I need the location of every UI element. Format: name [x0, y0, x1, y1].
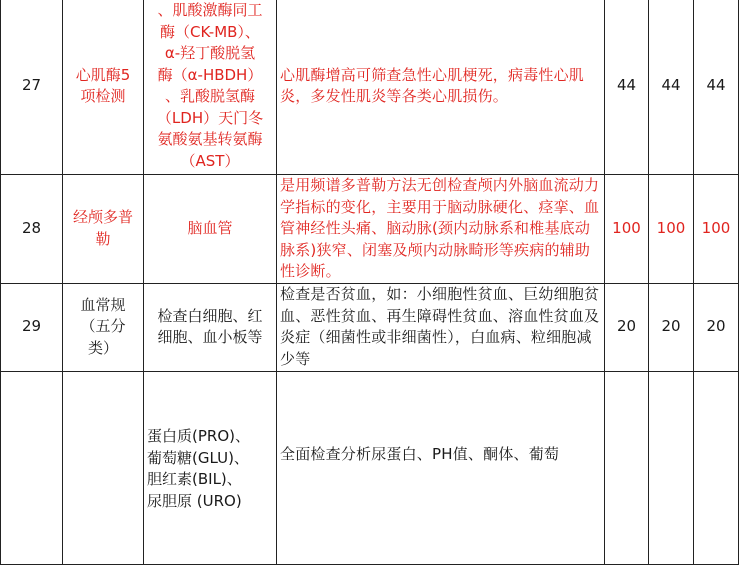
item-name-line: 心肌酶5: [75, 65, 131, 84]
item-number: 28: [1, 175, 63, 284]
item-description: 检查是否贫血，如：小细胞性贫血、巨幼细胞贫血、恶性贫血、再生障碍性贫血、溶血性贫血及炎症（细菌性或非细菌性），白血病、粒细胞减少等: [277, 283, 605, 371]
price-cell: [694, 371, 739, 564]
price-cell: 20: [649, 283, 694, 371]
table-row: [1, 371, 739, 564]
table-row: [1, 283, 739, 371]
item-contents-line: 氨酸氨基转氨酶: [157, 130, 263, 148]
item-name-line: 血常规: [80, 295, 126, 314]
table-row: [1, 175, 739, 284]
item-contents-line: α-羟丁酸脱氢: [164, 44, 256, 62]
item-name: [63, 0, 144, 175]
price-cell: [605, 371, 649, 564]
item-contents-line: 尿胆原 (URO): [147, 491, 242, 510]
item-name-line: 类）: [87, 338, 118, 357]
item-contents-line: 酶（CK-MB）、: [160, 22, 260, 41]
price-cell: 100: [694, 175, 739, 284]
item-number: 27: [1, 0, 63, 175]
item-name: [63, 371, 144, 564]
price-cell: 44: [694, 0, 739, 175]
price-cell: 100: [649, 175, 694, 284]
item-contents-line: 细胞、血小板等: [157, 328, 263, 346]
item-contents: [144, 283, 277, 371]
item-number: [1, 371, 63, 564]
item-description: 全面检查分析尿蛋白、PH值、酮体、葡萄: [277, 371, 605, 564]
item-name: [63, 283, 144, 371]
item-name-line: 经颅多普: [72, 208, 133, 227]
item-name: [63, 175, 144, 284]
item-description: 心肌酶增高可筛查急性心肌梗死，病毒性心肌炎，多发性肌炎等各类心肌损伤。: [277, 0, 605, 175]
item-name-line: 勒: [95, 229, 111, 248]
item-number: 29: [1, 283, 63, 371]
item-name-line: （五分: [80, 317, 126, 336]
price-cell: [649, 371, 694, 564]
table-row: [1, 0, 739, 175]
price-cell: 44: [649, 0, 694, 175]
item-contents: 脑血管: [144, 175, 277, 284]
item-contents: [144, 0, 277, 175]
price-cell: 44: [605, 0, 649, 175]
item-contents-line: 、肌酸激酶同工: [157, 1, 263, 19]
item-contents-line: （LDH）天门冬: [156, 108, 264, 127]
price-cell: 20: [605, 283, 649, 371]
item-description: 是用频谱多普勒方法无创检查颅内外脑血流动力学指标的变化，主要用于脑动脉硬化、痉挛、血管神经性头痛、脑动脉(颈内动脉系和椎基底动脉系)狭窄、闭塞及颅内动脉畸形等疾病的辅助性诊断。: [277, 175, 605, 284]
item-contents-line: 酶（α-HBDH）: [157, 65, 263, 84]
item-name-line: 项检测: [80, 87, 126, 105]
item-contents: [144, 371, 277, 564]
item-contents-line: 、乳酸脱氢酶: [164, 87, 255, 105]
item-contents-line: （AST）: [180, 151, 240, 170]
item-contents-line: 胆红素(BIL)、: [147, 470, 242, 488]
item-contents-line: 蛋白质(PRO)、: [147, 427, 250, 445]
item-contents-line: 检查白细胞、红: [157, 306, 263, 325]
price-cell: 100: [605, 175, 649, 284]
item-contents-line: 葡萄糖(GLU)、: [147, 448, 249, 467]
price-cell: 20: [694, 283, 739, 371]
